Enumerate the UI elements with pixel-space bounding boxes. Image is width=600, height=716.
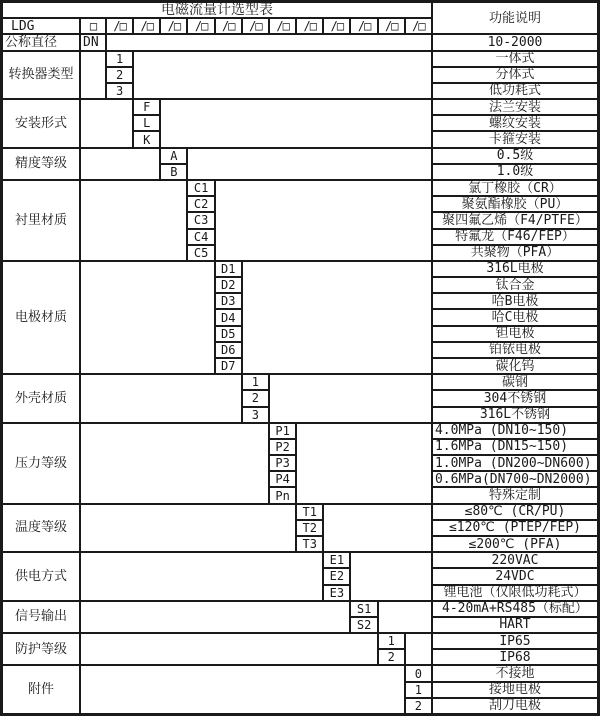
- section-label-accessories: 附件: [2, 665, 80, 714]
- section-spacer-left-lining-material: [80, 180, 187, 261]
- code-cell-electrode-material-D1: D1: [215, 261, 242, 277]
- code-cell-installation-type-K: K: [133, 131, 160, 147]
- code-cell-installation-type-L: L: [133, 115, 160, 131]
- desc-cell-installation-type-2: 卡箍安装: [432, 131, 598, 147]
- code-cell-nominal-diameter: DN: [80, 34, 106, 50]
- code-cell-temperature-rating-T3: T3: [296, 536, 323, 552]
- code-cell-power-supply-E1: E1: [323, 552, 350, 568]
- model-code-box: /□: [160, 18, 187, 34]
- desc-cell-electrode-material-4: 钽电极: [432, 326, 598, 342]
- desc-cell-lining-material-4: 共聚物（PFA）: [432, 245, 598, 261]
- desc-cell-electrode-material-2: 哈B电极: [432, 293, 598, 309]
- desc-cell-power-supply-0: 220VAC: [432, 552, 598, 568]
- dn-code-box: □: [80, 18, 106, 34]
- model-prefix: LDG: [2, 18, 80, 34]
- section-spacer-right-housing-material: [269, 374, 432, 423]
- desc-cell-power-supply-2: 锂电池（仅限低功耗式）: [432, 585, 598, 601]
- desc-cell-power-supply-1: 24VDC: [432, 568, 598, 584]
- section-spacer-left-installation-type: [80, 99, 133, 148]
- code-cell-accuracy-class-B: B: [160, 164, 187, 180]
- desc-cell-installation-type-0: 法兰安装: [432, 99, 598, 115]
- desc-cell-protection-rating-0: IP65: [432, 633, 598, 649]
- code-cell-converter-type-3: 3: [106, 83, 133, 99]
- desc-cell-accuracy-class-0: 0.5级: [432, 148, 598, 164]
- desc-cell-temperature-rating-0: ≤80℃ (CR/PU): [432, 504, 598, 520]
- code-cell-installation-type-F: F: [133, 99, 160, 115]
- section-spacer-right-temperature-rating: [323, 504, 432, 553]
- section-spacer-left-signal-output: [80, 601, 350, 633]
- desc-cell-electrode-material-6: 碳化钨: [432, 358, 598, 374]
- desc-cell-temperature-rating-1: ≤120℃ (PTEP/FEP): [432, 520, 598, 536]
- model-code-box: /□: [269, 18, 296, 34]
- code-cell-pressure-rating-P2: P2: [269, 439, 296, 455]
- model-code-box: /□: [350, 18, 377, 34]
- code-cell-lining-material-C5: C5: [187, 245, 214, 261]
- code-cell-accessories-2: 2: [405, 698, 432, 714]
- section-label-temperature-rating: 温度等级: [2, 504, 80, 553]
- desc-cell-signal-output-0: 4-20mA+RS485（标配）: [432, 601, 598, 617]
- section-spacer-left-temperature-rating: [80, 504, 296, 553]
- desc-cell-pressure-rating-4: 特殊定制: [432, 487, 598, 503]
- code-cell-pressure-rating-P1: P1: [269, 423, 296, 439]
- code-cell-accessories-0: 0: [405, 665, 432, 681]
- code-cell-power-supply-E3: E3: [323, 585, 350, 601]
- section-label-housing-material: 外壳材质: [2, 374, 80, 423]
- section-spacer-left-power-supply: [80, 552, 323, 601]
- desc-cell-lining-material-0: 氯丁橡胶（CR）: [432, 180, 598, 196]
- desc-cell-electrode-material-0: 316L电极: [432, 261, 598, 277]
- code-cell-housing-material-1: 1: [242, 374, 269, 390]
- section-spacer-right-electrode-material: [242, 261, 432, 374]
- section-spacer-nominal-diameter: [106, 34, 432, 50]
- model-code-box: /□: [215, 18, 242, 34]
- section-label-lining-material: 衬里材质: [2, 180, 80, 261]
- model-code-box: /□: [296, 18, 323, 34]
- code-cell-electrode-material-D3: D3: [215, 293, 242, 309]
- section-spacer-left-housing-material: [80, 374, 242, 423]
- section-label-protection-rating: 防护等级: [2, 633, 80, 665]
- code-cell-signal-output-S1: S1: [350, 601, 377, 617]
- section-label-accuracy-class: 精度等级: [2, 148, 80, 180]
- desc-cell-pressure-rating-0: 4.0MPa (DN10~150): [432, 423, 598, 439]
- section-spacer-right-lining-material: [215, 180, 432, 261]
- desc-cell-protection-rating-1: IP68: [432, 649, 598, 665]
- desc-cell-accessories-1: 接地电极: [432, 682, 598, 698]
- function-column-header: 功能说明: [432, 2, 598, 34]
- model-code-box: /□: [242, 18, 269, 34]
- code-cell-electrode-material-D4: D4: [215, 309, 242, 325]
- section-spacer-left-converter-type: [80, 51, 106, 100]
- code-cell-electrode-material-D7: D7: [215, 358, 242, 374]
- model-code-box: /□: [187, 18, 214, 34]
- section-spacer-right-installation-type: [160, 99, 432, 148]
- code-cell-power-supply-E2: E2: [323, 568, 350, 584]
- desc-cell-converter-type-0: 一体式: [432, 51, 598, 67]
- code-cell-lining-material-C3: C3: [187, 212, 214, 228]
- code-cell-accessories-1: 1: [405, 682, 432, 698]
- section-spacer-left-accuracy-class: [80, 148, 160, 180]
- desc-cell-housing-material-2: 316L不锈钢: [432, 407, 598, 423]
- desc-cell-electrode-material-3: 哈C电极: [432, 309, 598, 325]
- code-cell-electrode-material-D2: D2: [215, 277, 242, 293]
- section-label-power-supply: 供电方式: [2, 552, 80, 601]
- desc-cell-lining-material-2: 聚四氟乙烯（F4/PTFE）: [432, 212, 598, 228]
- desc-cell-lining-material-1: 聚氨酯橡胶（PU）: [432, 196, 598, 212]
- section-label-converter-type: 转换器类型: [2, 51, 80, 100]
- code-cell-accuracy-class-A: A: [160, 148, 187, 164]
- code-cell-lining-material-C2: C2: [187, 196, 214, 212]
- desc-cell-installation-type-1: 螺纹安装: [432, 115, 598, 131]
- section-label-installation-type: 安装形式: [2, 99, 80, 148]
- section-spacer-right-protection-rating: [405, 633, 432, 665]
- section-spacer-right-power-supply: [350, 552, 432, 601]
- desc-cell-accessories-0: 不接地: [432, 665, 598, 681]
- model-code-box: /□: [323, 18, 350, 34]
- code-cell-electrode-material-D6: D6: [215, 342, 242, 358]
- model-code-box: /□: [133, 18, 160, 34]
- desc-cell-signal-output-1: HART: [432, 617, 598, 633]
- code-cell-pressure-rating-P4: P4: [269, 471, 296, 487]
- code-cell-temperature-rating-T1: T1: [296, 504, 323, 520]
- desc-cell-temperature-rating-2: ≤200℃ (PFA): [432, 536, 598, 552]
- desc-cell-pressure-rating-2: 1.0MPa (DN200~DN600): [432, 455, 598, 471]
- section-label-signal-output: 信号输出: [2, 601, 80, 633]
- code-cell-lining-material-C4: C4: [187, 229, 214, 245]
- section-spacer-left-protection-rating: [80, 633, 378, 665]
- code-cell-electrode-material-D5: D5: [215, 326, 242, 342]
- code-cell-protection-rating-1: 1: [378, 633, 405, 649]
- section-spacer-left-pressure-rating: [80, 423, 269, 504]
- section-spacer-left-accessories: [80, 665, 405, 714]
- code-cell-housing-material-3: 3: [242, 407, 269, 423]
- model-code-box: /□: [405, 18, 432, 34]
- section-label-pressure-rating: 压力等级: [2, 423, 80, 504]
- section-label-electrode-material: 电极材质: [2, 261, 80, 374]
- desc-cell-electrode-material-1: 钛合金: [432, 277, 598, 293]
- section-spacer-right-accuracy-class: [187, 148, 432, 180]
- section-spacer-left-electrode-material: [80, 261, 215, 374]
- model-code-box: /□: [378, 18, 405, 34]
- code-cell-pressure-rating-Pn: Pn: [269, 487, 296, 503]
- desc-cell-accuracy-class-1: 1.0级: [432, 164, 598, 180]
- desc-cell-converter-type-1: 分体式: [432, 67, 598, 83]
- code-cell-protection-rating-2: 2: [378, 649, 405, 665]
- model-code-box: /□: [106, 18, 133, 34]
- desc-cell-housing-material-1: 304不锈钢: [432, 390, 598, 406]
- code-cell-signal-output-S2: S2: [350, 617, 377, 633]
- desc-cell-nominal-diameter: 10-2000: [432, 34, 598, 50]
- code-cell-converter-type-1: 1: [106, 51, 133, 67]
- section-spacer-right-pressure-rating: [296, 423, 432, 504]
- desc-cell-lining-material-3: 特氟龙（F46/FEP）: [432, 229, 598, 245]
- desc-cell-electrode-material-5: 铂铱电极: [432, 342, 598, 358]
- code-cell-lining-material-C1: C1: [187, 180, 214, 196]
- desc-cell-pressure-rating-3: 0.6MPa(DN700~DN2000): [432, 471, 598, 487]
- desc-cell-housing-material-0: 碳钢: [432, 374, 598, 390]
- desc-cell-converter-type-2: 低功耗式: [432, 83, 598, 99]
- code-cell-housing-material-2: 2: [242, 390, 269, 406]
- desc-cell-accessories-2: 刮刀电极: [432, 698, 598, 714]
- section-spacer-right-signal-output: [378, 601, 432, 633]
- table-title: 电磁流量计选型表: [2, 2, 432, 18]
- code-cell-temperature-rating-T2: T2: [296, 520, 323, 536]
- desc-cell-pressure-rating-1: 1.6MPa (DN15~150): [432, 439, 598, 455]
- section-label-nominal-diameter: 公称直径: [2, 34, 80, 50]
- code-cell-converter-type-2: 2: [106, 67, 133, 83]
- section-spacer-right-converter-type: [133, 51, 432, 100]
- code-cell-pressure-rating-P3: P3: [269, 455, 296, 471]
